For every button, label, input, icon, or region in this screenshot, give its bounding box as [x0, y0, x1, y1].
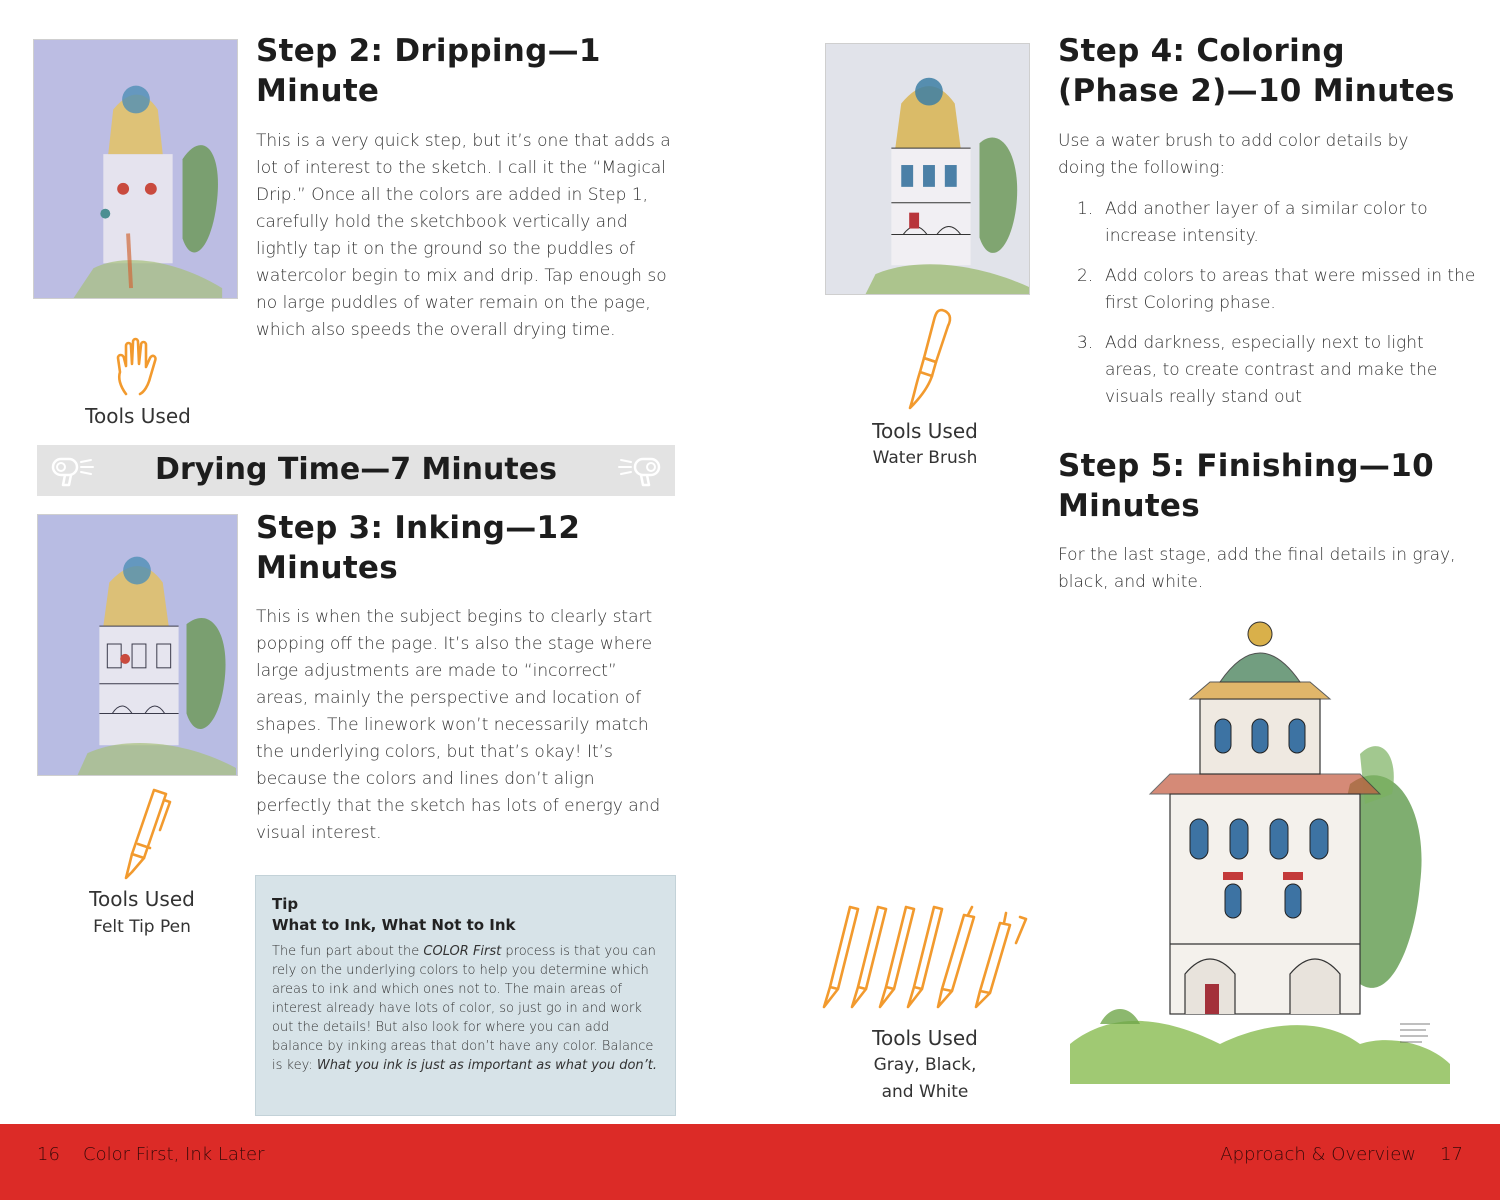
tip-heading: What to Ink, What Not to Ink [272, 916, 516, 934]
drying-time-banner [37, 445, 675, 496]
step5-tools-title: Tools Used [872, 1026, 978, 1050]
step2-heading [256, 31, 676, 111]
step4-heading-line1: Step 4: Coloring [1058, 33, 1345, 69]
step3-heading-line2: Minutes [256, 550, 399, 586]
hair-dryer-icon [617, 453, 663, 489]
step5-heading-line2: Minutes [1058, 488, 1201, 524]
step4-heading-line2: (Phase 2)—10 Minutes [1058, 73, 1455, 109]
step3-tools-title: Tools Used [89, 887, 195, 911]
step4-list [1058, 196, 1478, 424]
step5-tools-sub-line2: and White [881, 1082, 969, 1102]
step3-heading-line1: Step 3: Inking—12 [256, 510, 581, 546]
list-item: 3. Add darkness, especially next to light areas, to create contrast and make the visuals really stand out [1077, 333, 1438, 407]
step3-sketch-photo [37, 514, 238, 776]
list-item: 2. Add colors to areas that were missed in the first Coloring phase. [1077, 266, 1476, 313]
tip-label: Tip [272, 895, 299, 913]
footer-bar [0, 1124, 1500, 1200]
step2-body: This is a very quick step, but it’s one that adds a lot of interest to the sketch. I call it the “Magical Drip.” Once all the colors are added in Step 1, carefully hold the sketchbook vertically and lightly tap it on the ground so the puddles of watercolor begin to mix and drip. Tap enough so no large puddles of water remain on the page, which also speeds the overall drying time. [256, 131, 671, 340]
pens-set-icon [818, 903, 1030, 1011]
step5-tools-sub-line1: Gray, Black, [873, 1055, 977, 1075]
left-page-number: 16 [37, 1144, 60, 1165]
step5-heading-line1: Step 5: Finishing—10 [1058, 448, 1434, 484]
finished-sketch-illustration [1060, 604, 1460, 1100]
step4-tools-sub: Water Brush [872, 448, 978, 468]
step4-heading [1058, 31, 1478, 111]
felt-tip-pen-icon [118, 786, 174, 882]
step2-heading-line1: Step 2: Dripping—1 [256, 33, 601, 69]
right-running-title: Approach & Overview [1220, 1144, 1416, 1165]
step3-body: This is when the subject begins to clearly start popping off the page. It’s also the stage where large adjustments are made to “incorrect” areas, mainly the perspective and location of shapes. The linework won’t necessarily match the underlying colors, but that’s okay! It’s because the colors and lines don’t align perfectly that the sketch has lots of energy and visual interest. [256, 607, 661, 843]
step4-sketch-photo [825, 43, 1030, 295]
list-item: 1. Add another layer of a similar color to increase intensity. [1077, 199, 1428, 246]
tip-box [255, 875, 676, 1116]
tip-text: The fun part about the COLOR First process is that you can rely on the underlying colors to help you determine which areas to ink and which ones not to. The main areas of interest already have lots of color, so just go in and work out the details! But also look for where you can add balance by inking areas that don’t have any color. Balance is key: What you ink is just as important as what you don’t. [272, 944, 658, 1073]
left-running-title: Color First, Ink Later [83, 1144, 265, 1165]
step4-intro: Use a water brush to add color details by doing the following: [1058, 131, 1409, 178]
right-page-number: 17 [1440, 1144, 1463, 1165]
step3-tools-sub: Felt Tip Pen [93, 917, 191, 937]
drying-time-title: Drying Time—7 Minutes [155, 452, 557, 487]
step2-sketch-photo [33, 39, 238, 299]
step3-heading [256, 508, 676, 588]
step4-tools-title: Tools Used [872, 419, 978, 443]
step2-tools-title: Tools Used [85, 404, 191, 428]
hand-icon [112, 336, 164, 398]
water-brush-icon [902, 306, 958, 412]
step5-body: For the last stage, add the final details in gray, black, and white. [1058, 545, 1456, 592]
step2-heading-line2: Minute [256, 73, 380, 109]
step5-heading [1058, 446, 1478, 526]
